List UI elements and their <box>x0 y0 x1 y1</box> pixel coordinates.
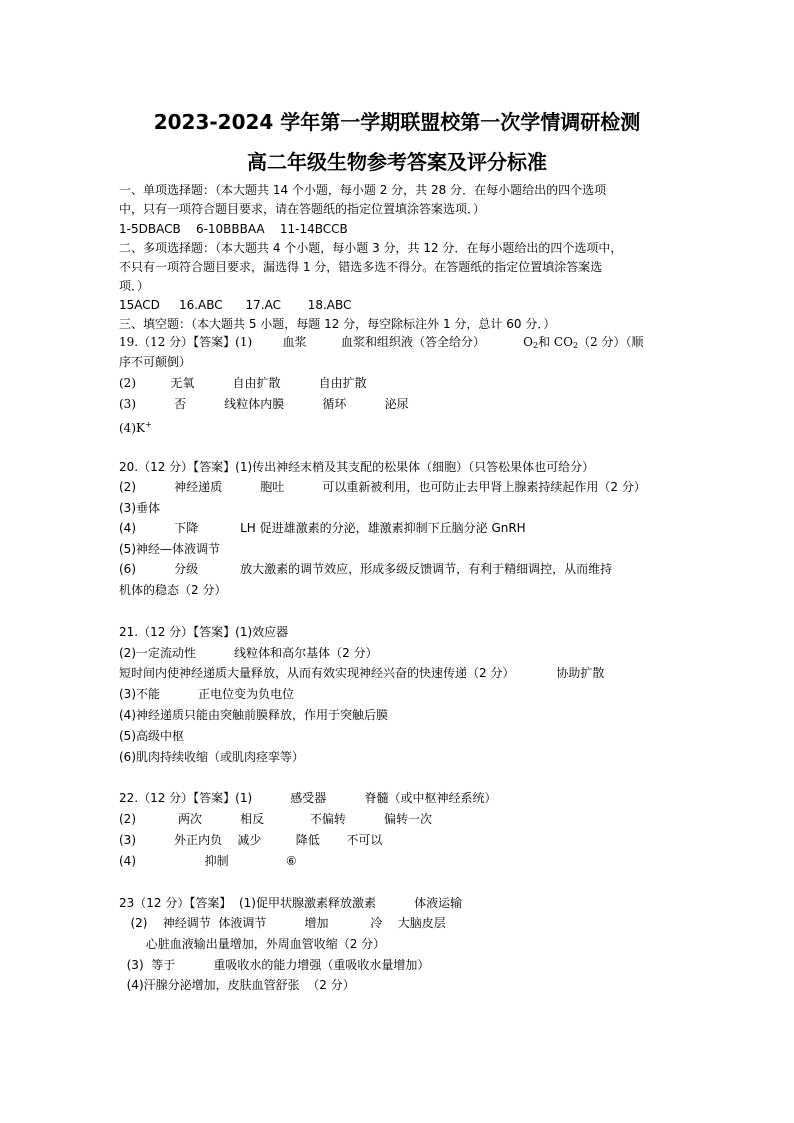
q23-line1: 23（12 分）【答案】 (1)促甲状腺激素释放激素 体液运输 <box>119 896 463 910</box>
section1-heading-line2: 中，只有一项符合题目要求，请在答题纸的指定位置填涂答案选项．） <box>119 202 486 216</box>
q20-line3: (3)垂体 <box>119 501 160 515</box>
document-title: 2023-2024 学年第一学期联盟校第一次学情调研检测 <box>153 110 641 134</box>
q21-line3: 短时间内使神经递质大量释放，从而有效实现神经兴奋的快速传递（2 分） 协助扩散 <box>119 666 605 680</box>
q20-line4: (4) 下降 LH 促进雄激素的分泌，雄激素抑制下丘脑分泌 GnRH <box>119 521 526 535</box>
q19-line3: (2) 无氧 自由扩散 自由扩散 <box>119 376 367 390</box>
q23-line2: (2) 神经调节 体液调节 增加 冷 大脑皮层 <box>119 916 446 930</box>
q20-line1: 20.（12 分）【答案】(1)传出神经末梢及其支配的松果体（细胞）（只答松果体也可给分） <box>119 460 595 474</box>
q19-line4: (3) 否 线粒体内膜 循环 泌尿 <box>119 397 409 411</box>
q19-line1-a: 19.（12 分）【答案】(1) 血浆 血浆和组织液（答全给分） O <box>119 335 533 349</box>
q19-line5-a: (4)K <box>119 421 145 435</box>
q22-line3: (3) 外正内负 减少 降低 不可以 <box>119 833 383 847</box>
q20-line6: (6) 分级 放大激素的调节效应，形成多级反馈调节，有利于精细调控，从而维持 <box>119 562 613 576</box>
q19-line1-sub2: 2 <box>572 341 579 350</box>
q20-line2: (2) 神经递质 胞吐 可以重新被利用，也可防止去甲肾上腺素持续起作用（2 分） <box>119 480 646 494</box>
section2-heading-line1: 二、多项选择题：（本大题共 4 个小题，每小题 3 分，共 12 分．在每小题给出的四个选项中， <box>119 241 623 255</box>
q19-line2: 序不可颠倒） <box>119 355 192 369</box>
section1-answers: 1-5DBACB 6-10BBBAA 11-14BCCB <box>119 222 348 236</box>
q23-line5: (4)汗腺分泌增加，皮肤血管舒张 （2 分） <box>119 978 355 992</box>
section1-heading-line1: 一、单项选择题：（本大题共 14 个小题，每小题 2 分，共 28 分．在每小题给出的四个选项 <box>119 183 607 197</box>
q19-line1-sub1: 2 <box>533 341 539 350</box>
q22-line1: 22.（12 分）【答案】(1) 感受器 脊髓（或中枢神经系统） <box>119 791 497 805</box>
q20-line7: 机体的稳态（2 分） <box>119 583 227 597</box>
q21-line2: (2)一定流动性 线粒体和高尔基体（2 分） <box>119 646 378 660</box>
q21-line7: (6)肌肉持续收缩（或肌肉痉挛等） <box>119 750 304 764</box>
section2-heading-line2: 不只有一项符合题目要求，漏选得 1 分，错选多选不得分。在答题纸的指定位置填涂答案选 <box>119 260 603 274</box>
q19-line1 <box>119 334 643 354</box>
q22-line2: (2) 两次 相反 不偏转 偏转一次 <box>119 812 433 826</box>
q20-line5: (5)神经—体液调节 <box>119 542 220 556</box>
section2-answers: 15ACD 16.ABC 17.AC 18.ABC <box>119 298 352 312</box>
q21-line5: (4)神经递质只能由突触前膜释放，作用于突触后膜 <box>119 708 388 722</box>
section3-heading: 三、填空题：（本大题共 5 小题，每题 12 分，每空除标注外 1 分，总计 60 分．） <box>119 317 556 331</box>
q21-line6: (5)高级中枢 <box>119 729 184 743</box>
section2-heading-line3: 项．） <box>119 279 150 293</box>
q19-line5-sup: + <box>144 420 152 429</box>
q19-line5 <box>119 417 152 436</box>
q23-line3: 心脏血液输出量增加，外周血管收缩（2 分） <box>119 937 386 951</box>
q19-line1-c: （2 分）（顺 <box>578 335 644 349</box>
q22-line4: (4) 抑制 ⑥ <box>119 854 297 868</box>
document-subtitle: 高二年级生物参考答案及评分标准 <box>247 150 547 174</box>
q21-line1: 21.（12 分）【答案】(1)效应器 <box>119 625 289 639</box>
q23-line4: (3) 等于 重吸收水的能力增强（重吸收水量增加） <box>119 958 430 972</box>
q19-line1-b: 和 CO <box>538 335 573 349</box>
q21-line4: (3)不能 正电位变为负电位 <box>119 687 295 701</box>
